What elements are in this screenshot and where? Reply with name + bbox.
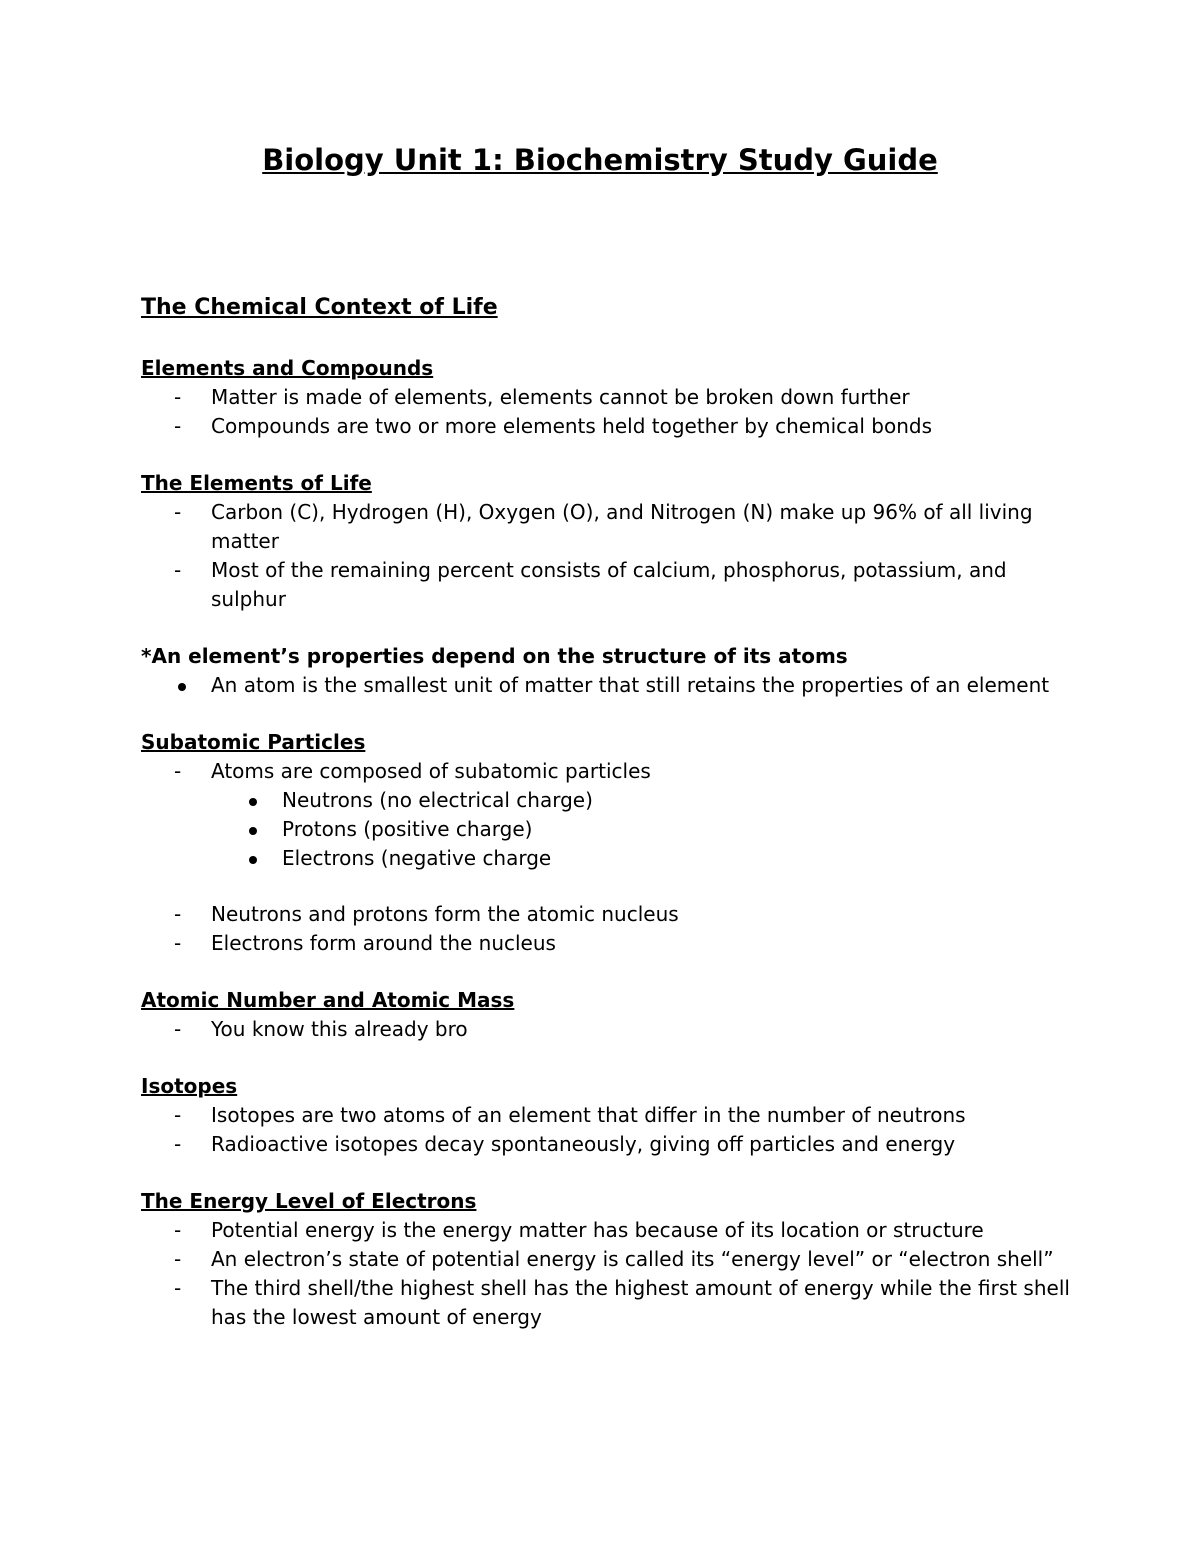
list-item: - Matter is made of elements, elements cannot be broken down further [141,383,1071,412]
list-atom-note [141,671,1071,700]
list-item: - Carbon (C), Hydrogen (H), Oxygen (O), and Nitrogen (N) make up 96% of all living matter [141,498,1071,556]
list-item: - An electron’s state of potential energy is called its “energy level” or “electron shell” [141,1245,1071,1274]
block-atomic-number [141,986,1071,1044]
list-item: - The third shell/the highest shell has the highest amount of energy while the first shell has the lowest amount of energy [141,1274,1071,1332]
block-isotopes [141,1072,1071,1159]
list-energy-level [141,1216,1071,1332]
heading-atomic-number: Atomic Number and Atomic Mass [141,988,515,1012]
heading-isotopes: Isotopes [141,1074,238,1098]
list-item: An atom is the smallest unit of matter that still retains the properties of an element [141,671,1071,700]
heading-elements-compounds: Elements and Compounds [141,356,434,380]
list-elements-of-life [141,498,1071,614]
heading-subatomic-particles: Subatomic Particles [141,730,366,754]
list-item: Neutrons (no electrical charge) [141,786,1071,815]
block-subatomic [141,728,1071,958]
list-item: - Compounds are two or more elements held together by chemical bonds [141,412,1071,441]
list-item: Protons (positive charge) [141,815,1071,844]
heading-atom-note: *An element’s properties depend on the structure of its atoms [141,644,848,668]
list-atomic-number [141,1015,1071,1044]
block-elements-compounds [141,354,1071,441]
list-item: - Radioactive isotopes decay spontaneously, giving off particles and energy [141,1130,1071,1159]
list-isotopes [141,1101,1071,1159]
list-item: - Isotopes are two atoms of an element that differ in the number of neutrons [141,1101,1071,1130]
heading-elements-of-life: The Elements of Life [141,471,372,495]
list-item: - Neutrons and protons form the atomic nucleus [141,900,1071,929]
list-subatomic-intro [141,757,1071,786]
block-elements-of-life [141,469,1071,614]
list-item: - Potential energy is the energy matter has because of its location or structure [141,1216,1071,1245]
list-elements-compounds [141,383,1071,441]
section-heading-chemical-context: The Chemical Context of Life [141,295,498,320]
list-item: Electrons (negative charge [141,844,1071,873]
list-item: - You know this already bro [141,1015,1071,1044]
list-item: - Electrons form around the nucleus [141,929,1071,958]
document-body [141,292,1071,1360]
list-item: - Atoms are composed of subatomic particles [141,757,1071,786]
spacer [141,873,1071,900]
list-item: - Most of the remaining percent consists of calcium, phosphorus, potassium, and sulphur [141,556,1071,614]
document-title: Biology Unit 1: Biochemistry Study Guide [262,143,938,177]
block-energy-level [141,1187,1071,1332]
list-subatomic-nucleus [141,900,1071,958]
block-atom-note [141,642,1071,700]
heading-energy-level: The Energy Level of Electrons [141,1189,477,1213]
list-subatomic-particles [141,786,1071,873]
